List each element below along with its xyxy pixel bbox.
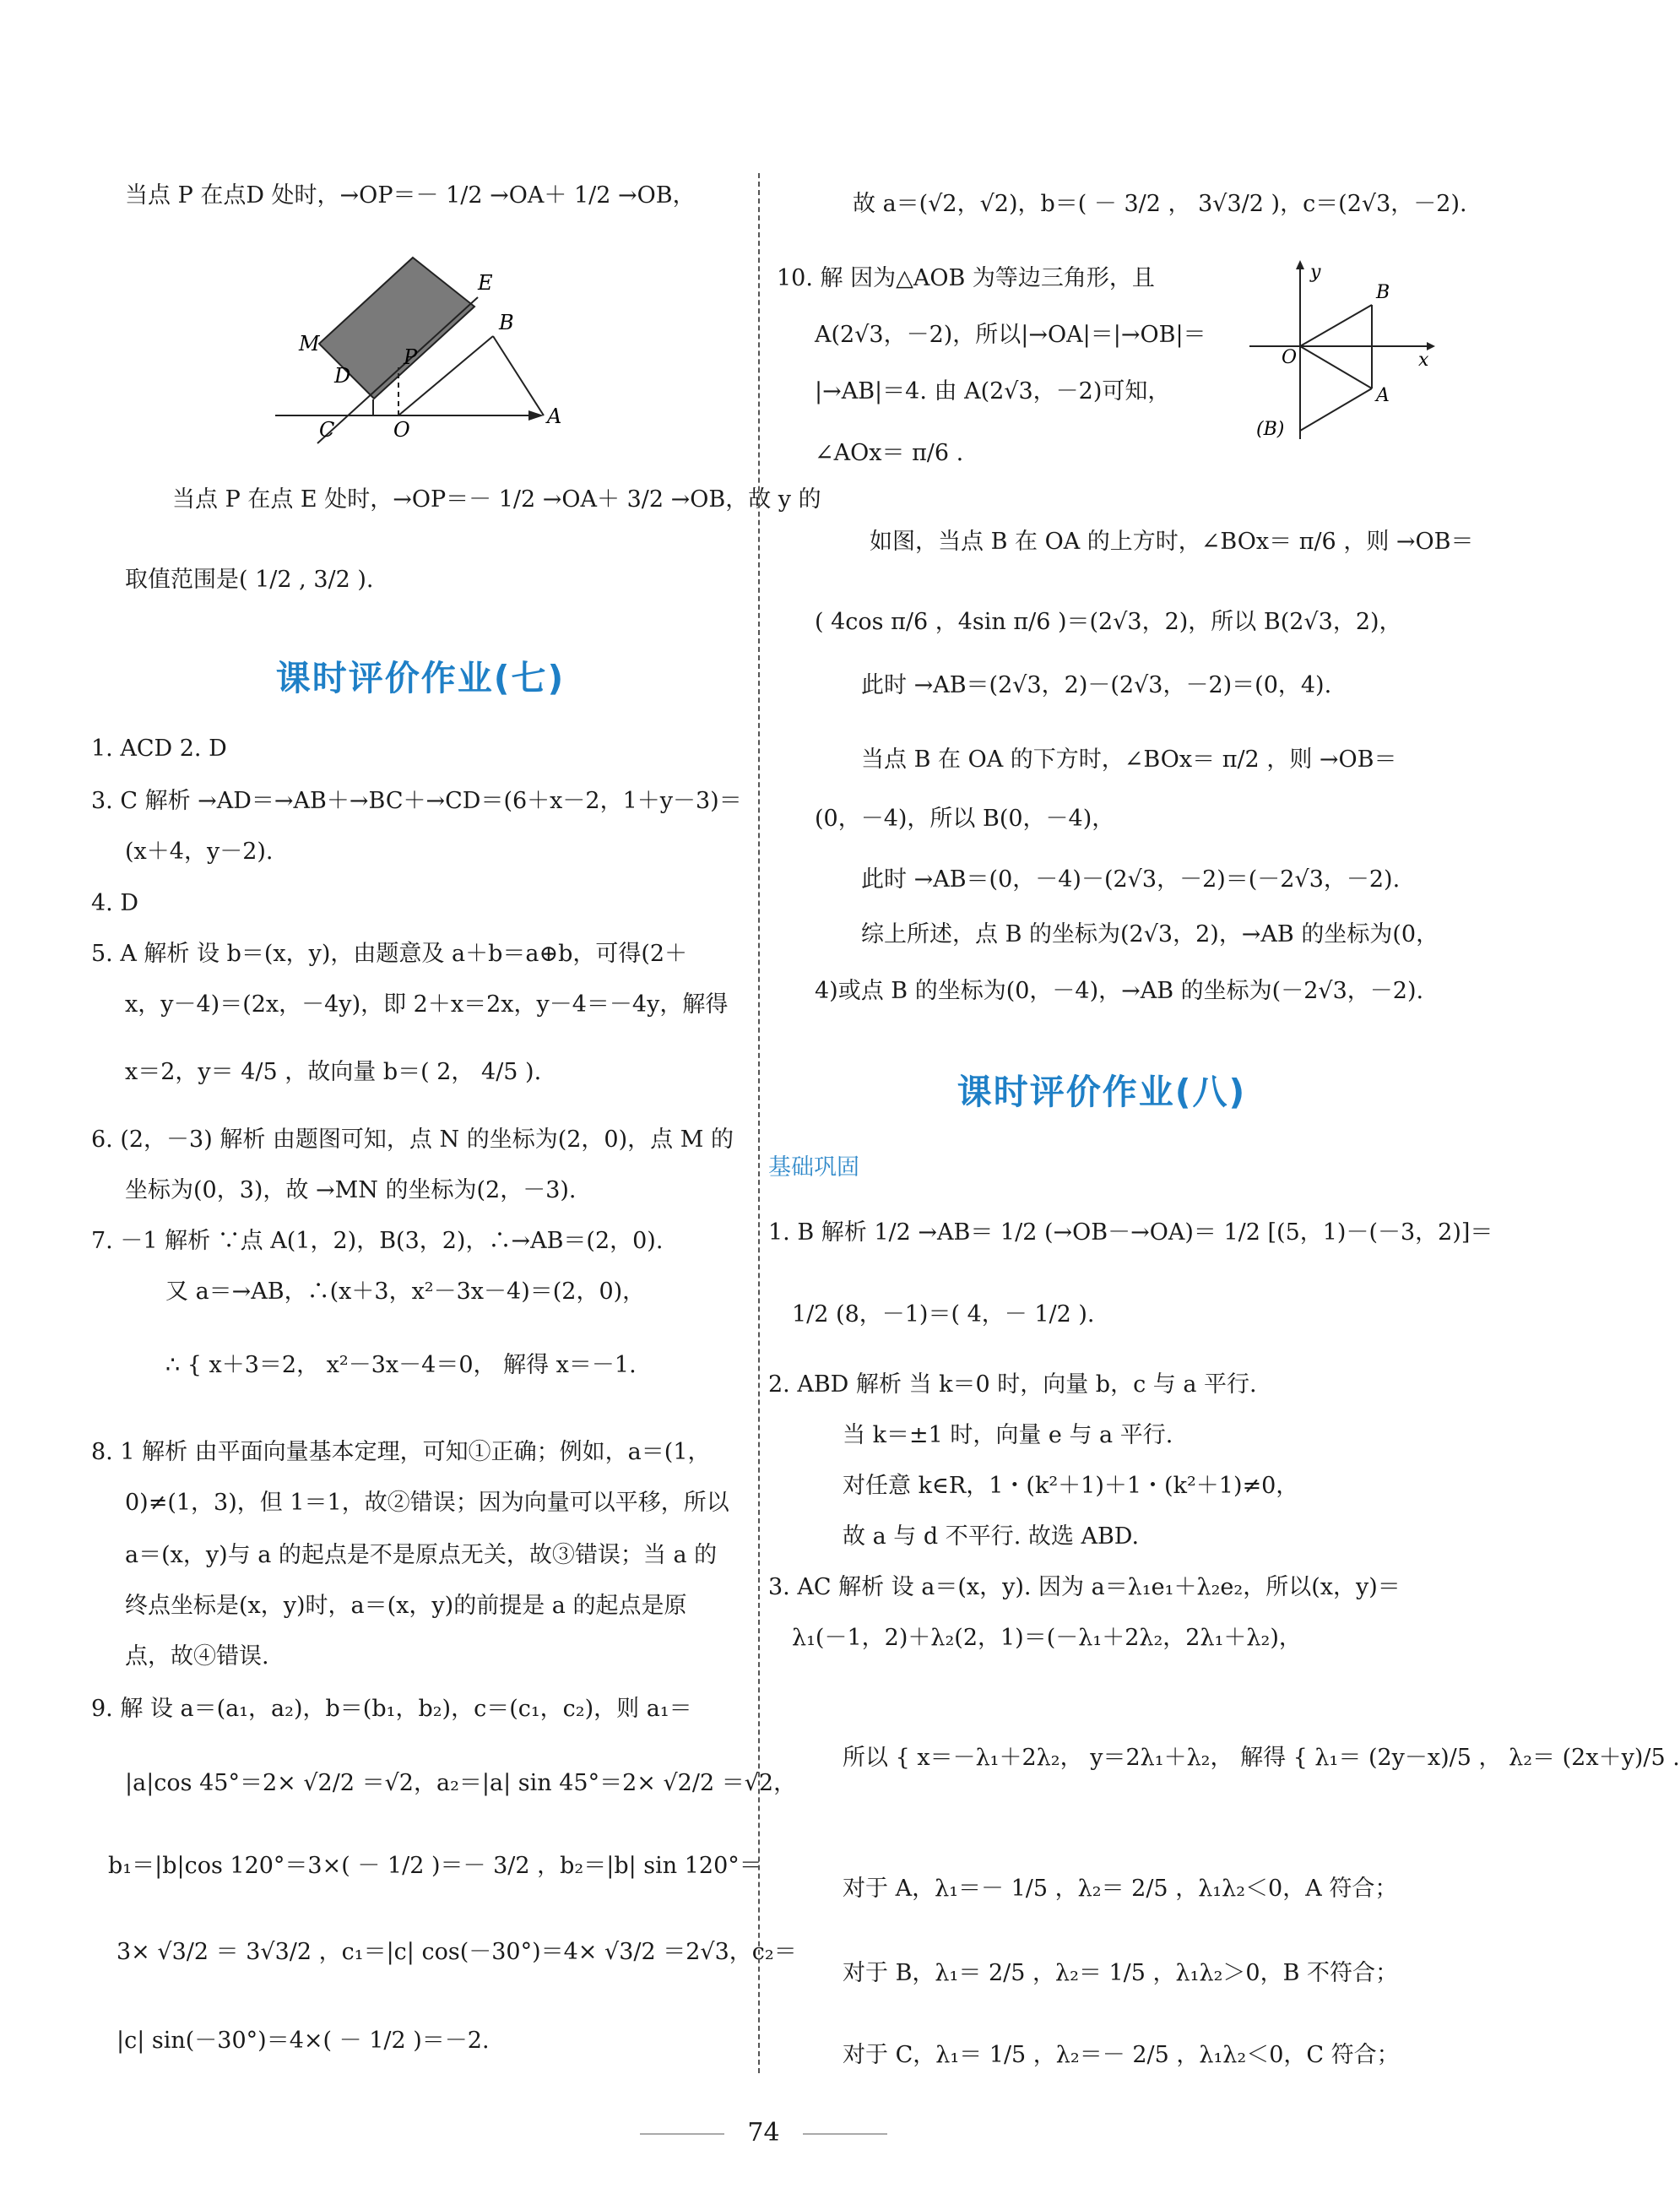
label-B-below: (B)	[1256, 419, 1285, 440]
answer-line: 1. B 解析 1/2 →AB＝ 1/2 (→OB－→OA)＝ 1/2 [(5，1)－(－3，2)]＝	[768, 1219, 1493, 1246]
text-line: 当点 P 在点D 处时，→OP＝－ 1/2 →OA＋ 1/2 →OB，	[125, 182, 696, 209]
footer-ornament-left	[640, 2133, 724, 2135]
section-heading: 课时评价作业(七)	[275, 658, 566, 698]
answer-line: 又 a＝→AB，∴(x＋3，x²－3x－4)＝(2，0)，	[165, 1279, 646, 1305]
answer-line: 0)≠(1，3)，但 1＝1，故②错误；因为向量可以平移，所以	[125, 1490, 729, 1516]
answer-line: 4. D	[91, 890, 138, 916]
answer-line: λ₁(－1，2)＋λ₂(2，1)＝(－λ₁＋2λ₂，2λ₁＋λ₂)，	[792, 1625, 1302, 1651]
answer-line: 当 k＝±1 时，向量 e 与 a 平行.	[843, 1422, 1173, 1448]
segment-BA	[493, 336, 544, 415]
label-P: P	[404, 345, 418, 369]
subsection-heading: 基础巩固	[768, 1154, 859, 1181]
answer-line: (x＋4，y－2).	[125, 839, 274, 865]
label-B: B	[1376, 282, 1390, 303]
label-M: M	[299, 332, 320, 356]
answer-line: 9. 解 设 a＝(a₁，a₂)，b＝(b₁，b₂)，c＝(c₁，c₂)，则 a₁＝	[91, 1696, 692, 1722]
text-line: (0，－4)，所以 B(0，－4)，	[815, 806, 1115, 832]
text-line: A(2√3，－2)，所以|→OA|＝|→OB|＝	[815, 322, 1206, 348]
answer-line: 对于 A，λ₁＝－ 1/5 ，λ₂＝ 2/5 ，λ₁λ₂＜0，A 符合；	[843, 1876, 1398, 1902]
text-line: 此时 →AB＝(2√3，2)－(2√3，－2)＝(0，4).	[861, 672, 1332, 698]
answer-line: 6. (2，－3) 解析 由题图可知，点 N 的坐标为(2，0)，点 M 的	[91, 1127, 734, 1153]
answer-line: 8. 1 解析 由平面向量基本定理，可知①正确；例如，a＝(1，	[91, 1439, 711, 1465]
answer-line: 故 a 与 d 不平行. 故选 ABD.	[843, 1523, 1140, 1550]
text-line: ∠AOx＝ π/6 .	[815, 440, 964, 466]
text-line: 如图，当点 B 在 OA 的上方时，∠BOx＝ π/6 ，则 →OB＝	[870, 529, 1474, 555]
answer-line: x＝2，y＝ 4/5 ，故向量 b＝( 2， 4/5 ).	[125, 1059, 542, 1085]
text-line: 此时 →AB＝(0，－4)－(2√3，－2)＝(－2√3，－2).	[861, 866, 1401, 893]
answer-line: 1/2 (8，－1)＝( 4，－ 1/2 ).	[792, 1301, 1095, 1328]
answer-line: 点，故④错误.	[125, 1643, 269, 1670]
answer-line: 2. ABD 解析 当 k＝0 时，向量 b，c 与 a 平行.	[768, 1371, 1257, 1398]
text-line: 4)或点 B 的坐标为(0，－4)，→AB 的坐标为(－2√3，－2).	[815, 978, 1424, 1004]
answer-line: 对于 B，λ₁＝ 2/5 ，λ₂＝ 1/5 ，λ₁λ₂＞0，B 不符合；	[843, 1960, 1399, 1986]
label-y: y	[1310, 262, 1321, 283]
answer-line: ∴ { x＋3＝2， x²－3x－4＝0， 解得 x＝－1.	[165, 1352, 637, 1378]
text-line: 10. 解 因为△AOB 为等边三角形，且	[777, 265, 1155, 291]
answer-line: 7. －1 解析 ∵点 A(1，2)，B(3，2)，∴→AB＝(2，0).	[91, 1228, 664, 1254]
answer-line: 对任意 k∈R，1・(k²＋1)＋1・(k²＋1)≠0，	[843, 1473, 1299, 1499]
answer-line: x，y－4)＝(2x，－4y)，即 2＋x＝2x，y－4＝－4y，解得	[125, 991, 729, 1018]
text-line: 当点 B 在 OA 的下方时，∠BOx＝ π/2 ，则 →OB＝	[861, 747, 1397, 773]
section-heading: 课时评价作业(八)	[957, 1072, 1247, 1112]
answer-line: |c| sin(－30°)＝4×( － 1/2 )＝－2.	[117, 2028, 490, 2054]
answer-line: 3. AC 解析 设 a＝(x，y). 因为 a＝λ₁e₁＋λ₂e₂，所以(x，y)＝	[768, 1574, 1401, 1600]
text-line: 取值范围是( 1/2 , 3/2 ).	[125, 567, 374, 593]
footer-ornament-right	[803, 2133, 887, 2135]
page-footer	[0, 2118, 1527, 2147]
segment-B2A	[1300, 388, 1372, 431]
answer-line: 坐标为(0，3)，故 →MN 的坐标为(2，－3).	[125, 1177, 577, 1203]
label-x: x	[1418, 350, 1429, 371]
label-O: O	[393, 418, 410, 442]
answer-line: 5. A 解析 设 b＝(x，y)，由题意及 a＋b＝a⊕b，可得(2＋	[91, 941, 688, 967]
answer-line: 终点坐标是(x，y)时，a＝(x，y)的前提是 a 的起点是原	[125, 1593, 687, 1619]
answer-line: 3× √3/2 ＝ 3√3/2 ，c₁＝|c| cos(－30°)＝4× √3/2 ＝2√3，c₂＝	[117, 1939, 797, 1965]
text-line: 当点 P 在点 E 处时，→OP＝－ 1/2 →OA＋ 3/2 →OB，故 y 的	[172, 486, 821, 513]
answer-line: a＝(x，y)与 a 的起点是不是原点无关，故③错误；当 a 的	[125, 1542, 718, 1568]
text-line: 故 a＝(√2，√2)，b＝( － 3/2 ， 3√3/2 )，c＝(2√3，－2).	[853, 191, 1467, 217]
segment-OA	[1300, 346, 1372, 388]
answer-line: 1. ACD 2. D	[91, 736, 227, 762]
segment-OB	[1300, 305, 1372, 346]
label-B: B	[499, 311, 514, 334]
answer-line: 3. C 解析 →AD＝→AB＋→BC＋→CD＝(6＋x－2，1＋y－3)＝	[91, 788, 742, 814]
answer-line: 对于 C，λ₁＝ 1/5 ，λ₂＝－ 2/5 ，λ₁λ₂＜0，C 符合；	[843, 2042, 1400, 2068]
label-A: A	[547, 405, 562, 428]
text-line: ( 4cos π/6 ，4sin π/6 )＝(2√3，2)，所以 B(2√3，2)，	[815, 609, 1402, 635]
answer-line: b₁＝|b|cos 120°＝3×( － 1/2 )＝－ 3/2 ，b₂＝|b| sin 120°＝	[108, 1853, 762, 1879]
geometry-figure	[275, 249, 630, 443]
answer-line: 所以 { x＝－λ₁＋2λ₂， y＝2λ₁＋λ₂， 解得 { λ₁＝ (2y－x)/5 ， λ₂＝ (2x＋y)/5 .	[843, 1745, 1680, 1771]
label-E: E	[478, 271, 493, 295]
text-line: |→AB|＝4. 由 A(2√3，－2)可知，	[815, 378, 1171, 405]
label-O: O	[1282, 347, 1298, 368]
coordinate-figure	[1241, 258, 1435, 452]
label-A: A	[1376, 385, 1390, 406]
label-D: D	[334, 364, 351, 388]
text-line: 综上所述，点 B 的坐标为(2√3，2)，→AB 的坐标为(0，	[861, 921, 1439, 947]
column-divider	[758, 173, 760, 2073]
label-C: C	[319, 418, 335, 442]
answer-line: |a|cos 45°＝2× √2/2 ＝√2，a₂＝|a| sin 45°＝2× √2/2 ＝√2，	[125, 1770, 797, 1796]
page-number: 74	[747, 2118, 780, 2147]
